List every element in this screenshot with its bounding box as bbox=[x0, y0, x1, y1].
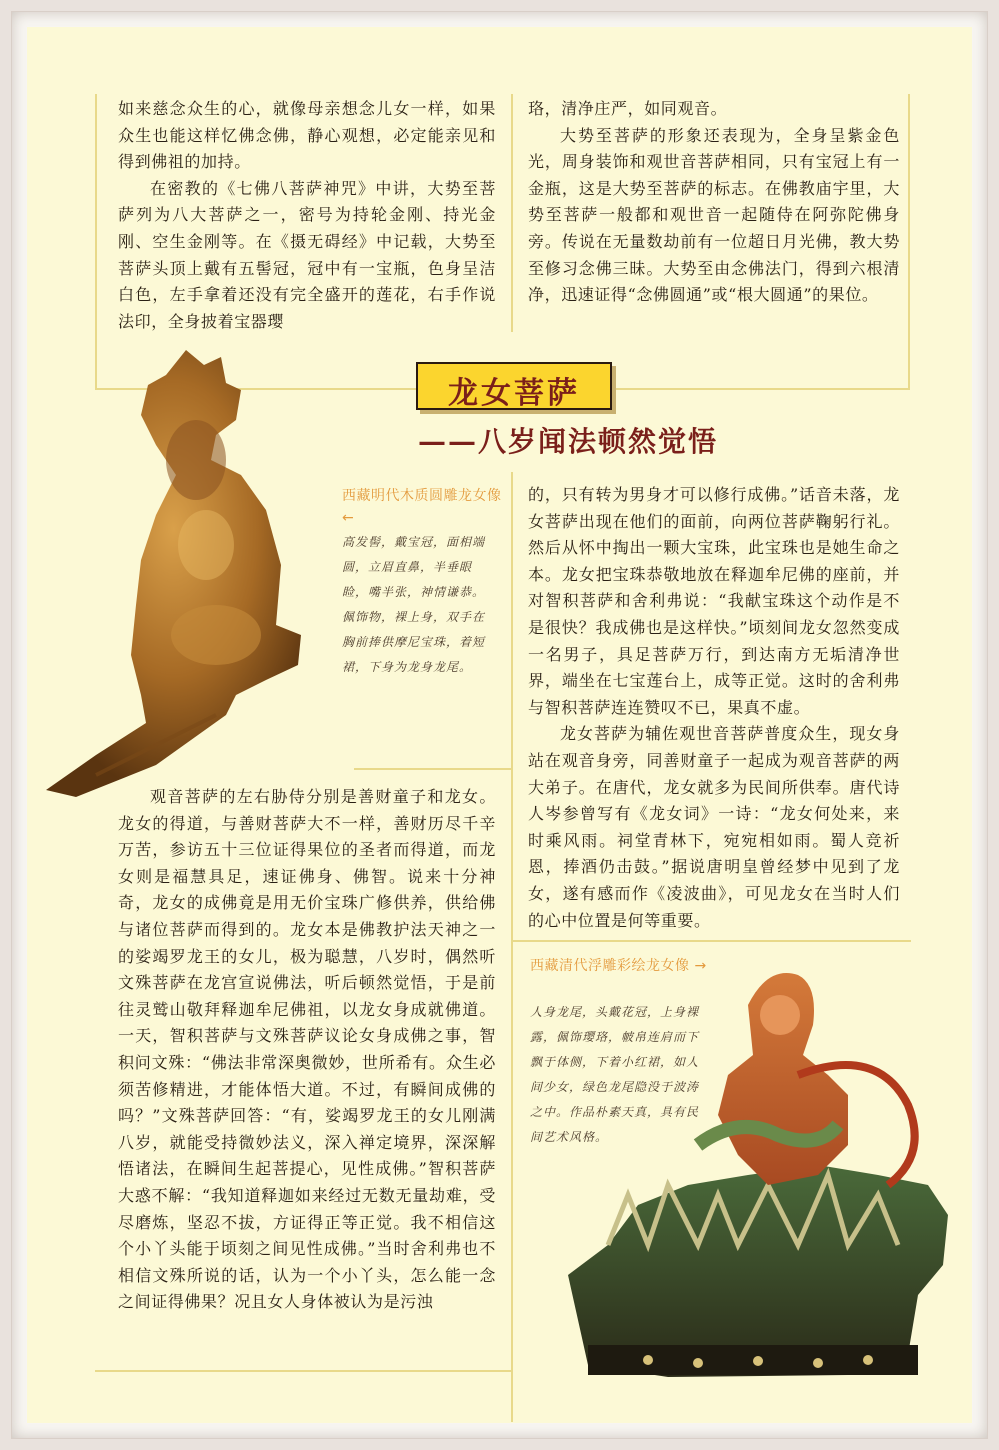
left-caption-title: 西藏明代木质圆雕龙女像 ← bbox=[342, 488, 502, 526]
divider-mid-center bbox=[511, 472, 513, 1422]
right-caption-body: 人身龙尾，头戴花冠，上身裸露，佩饰璎珞，帔帛连肩而下飘于体侧，下着小红裙，如人间少女，绿色龙尾隐没于波涛之中。作品朴素天真，具有民间艺术风格。 bbox=[530, 1005, 700, 1144]
paragraph: 在密教的《七佛八菩萨神咒》中讲，大势至菩萨列为八大菩萨之一，密号为持轮金刚、持光金刚、空生金刚等。在《摄无碍经》中记载，大势至菩萨头顶上戴有五髻冠，冠中有一宝瓶，色身呈洁白色，左手拿着还没有完全盛开的莲花，右手作说法印，全身披着宝器璎 bbox=[118, 178, 496, 331]
divider-horizontal-mid bbox=[354, 768, 513, 770]
divider-horizontal-right bbox=[513, 940, 911, 942]
painted-relief-dragon-girl-image bbox=[548, 945, 958, 1390]
paragraph: 龙女菩萨为辅佐观世音菩萨普度众生，现女身站在观音身旁，同善财童子一起成为观音菩萨的两大弟子。在唐代，龙女就多为民间所供奉。唐代诗人岑参曾写有《龙女词》一诗：“龙女何处来，来时乘风雨。祠堂青林下，宛宛相如雨。蜀人竞祈恩，捧酒仍击鼓。”据说唐明皇曾经梦中见到了龙女，遂有感而作《凌波曲》，可见龙女在当时人们的心中位置是何等重要。 bbox=[528, 724, 900, 930]
top-left-column bbox=[118, 96, 496, 335]
paragraph: 大势至菩萨的形象还表现为，全身呈紫金色光，周身装饰和观世音菩萨相同，只有宝冠上有一金瓶，这是大势至菩萨的标志。在佛教庙宇里，大势至菩萨一般都和观世音一起随侍在阿弥陀佛身旁。传说在无量数劫前有一位超日月光佛，教大势至修习念佛三昧。大势至由念佛法门，得到六根清净，迅速证得“念佛圆通”或“根大圆通”的果位。 bbox=[528, 125, 900, 305]
section-subtitle: ——八岁闻法顿然觉悟 bbox=[418, 425, 719, 458]
divider-top-center bbox=[511, 94, 513, 332]
section-title: 龙女菩萨 bbox=[448, 376, 580, 411]
wooden-dragon-girl-statue-image bbox=[36, 335, 336, 805]
divider-top-right bbox=[908, 94, 910, 390]
paragraph: 珞，清净庄严，如同观音。 bbox=[528, 99, 728, 118]
section-title-box bbox=[416, 362, 612, 410]
paragraph: 的，只有转为男身才可以修行成佛。”话音未落，龙女菩萨出现在他们的面前，向两位菩萨鞠躬行礼。然后从怀中掏出一颗大宝珠，此宝珠也是她生命之本。龙女把宝珠恭敬地放在释迦牟尼佛的座前，并对智积菩萨和舍利弗说：“我献宝珠这个动作是不是很快？我成佛也是这样快。”顷刻间龙女忽然变成一名男子，具足菩萨万行，到达南方无垢清净世界，端坐在七宝莲台上，成等正觉。这时的舍利弗与智积菩萨连连赞叹不已，果真不虚。 bbox=[528, 485, 900, 717]
bottom-left-column bbox=[118, 784, 496, 1316]
middle-right-column bbox=[528, 482, 900, 934]
paragraph: 如来慈念众生的心，就像母亲想念儿女一样，如果众生也能这样忆佛念佛，静心观想，必定能亲见和得到佛祖的加持。 bbox=[118, 99, 496, 172]
paragraph: 观音菩萨的左右胁侍分别是善财童子和龙女。龙女的得道，与善财菩萨大不一样，善财历尽千辛万苦，参访五十三位证得果位的圣者而得道，而龙女则是福慧具足，速证佛身、佛智。说来十分神奇，龙女的成佛竟是用无价宝珠广修供养，供给佛与诸位菩萨而得到的。龙女本是佛教护法天神之一的娑竭罗龙王的女儿，极为聪慧，八岁时，偶然听文殊菩萨在龙宫宣说佛法，听后顿然觉悟，于是前往灵鹫山敬拜释迦牟尼佛祖，以龙女身成就佛道。一天，智积菩萨与文殊菩萨议论女身成佛之事，智积问文殊：“佛法非常深奥微妙，世所希有。众生必须苦修精进，才能体悟大道。不过，有瞬间成佛的吗？”文殊菩萨回答：“有，娑竭罗龙王的女儿刚满八岁，就能受持微妙法义，深入禅定境界，深深解悟诸法，在瞬间生起菩提心，见性成佛。”智积菩萨大惑不解：“我知道释迦如来经过无数无量劫难，受尽磨炼，坚忍不拔，方证得正等正觉。我不相信这个小丫头能于顷刻之间见性成佛。”当时舍利弗也不相信文殊所说的话，认为一个小丫头，怎么能一念之间证得佛果？况且女人身体被认为是污浊 bbox=[118, 787, 496, 1312]
right-caption-title: 西藏清代浮雕彩绘龙女像 → bbox=[530, 958, 707, 974]
divider-bottom bbox=[95, 1370, 513, 1372]
divider-horizontal-top-right bbox=[608, 388, 910, 390]
top-right-column bbox=[528, 96, 900, 309]
left-caption-body: 高发髻，戴宝冠，面相端圆，立眉直鼻，半垂眼睑，嘴半张，神情谦恭。佩饰物，裸上身，双手在胸前捧供摩尼宝珠，着短裙，下身为龙身龙尾。 bbox=[342, 535, 486, 674]
